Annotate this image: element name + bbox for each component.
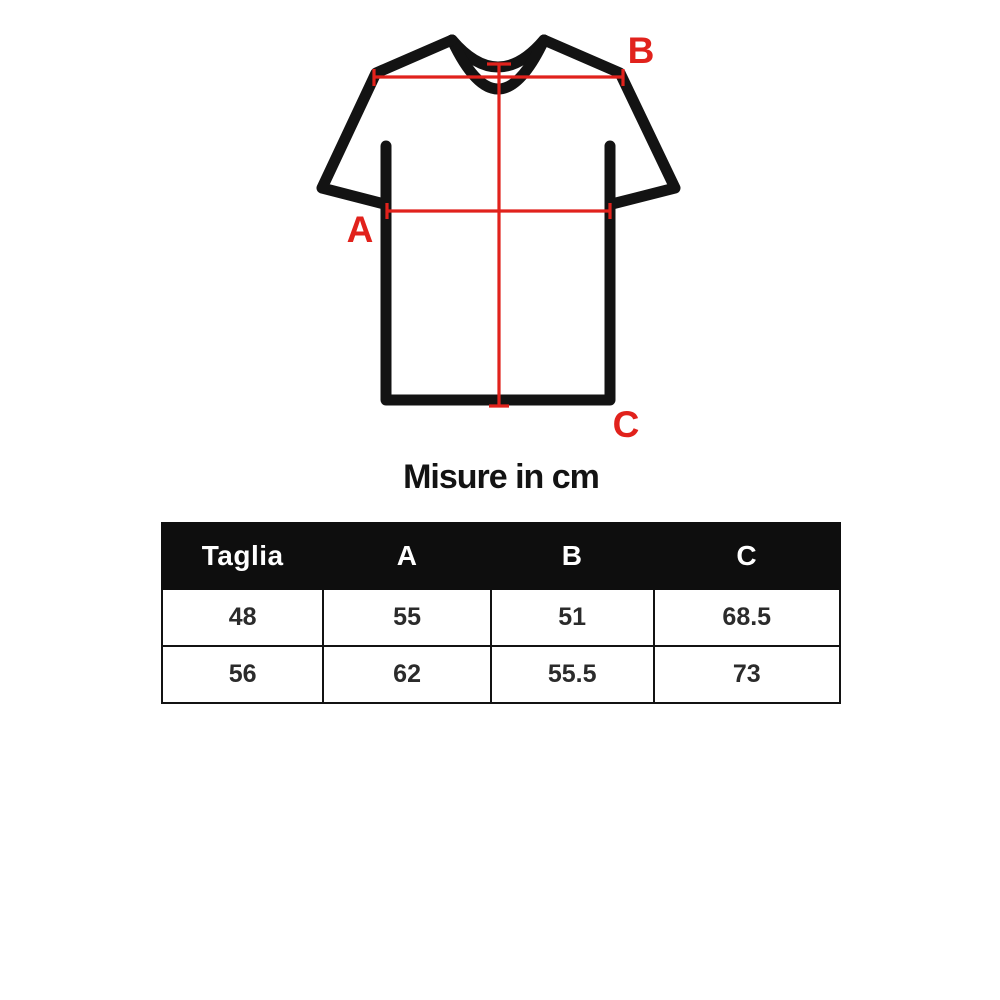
- cell-taglia-56: 56: [162, 646, 323, 703]
- table-row-size-56: [162, 646, 840, 703]
- measure-label-b: B: [627, 30, 655, 71]
- size-table-header-row: [162, 523, 840, 589]
- col-header-taglia: Taglia: [162, 523, 323, 589]
- col-header-c: C: [654, 523, 840, 589]
- cell-48-a: 55: [323, 589, 490, 646]
- page-title: Misure in cm: [403, 458, 599, 496]
- cell-taglia-48: 48: [162, 589, 323, 646]
- measurement-lines: [374, 64, 623, 407]
- measure-label-a: A: [346, 209, 374, 250]
- cell-56-a: 62: [323, 646, 490, 703]
- col-header-a: A: [323, 523, 490, 589]
- cell-56-b: 55.5: [491, 646, 654, 703]
- measure-label-c: C: [612, 404, 640, 445]
- cell-48-b: 51: [491, 589, 654, 646]
- cell-48-c: 68.5: [654, 589, 840, 646]
- tshirt-measurement-diagram: [0, 0, 1000, 460]
- cell-56-c: 73: [654, 646, 840, 703]
- measure-line-c: [487, 64, 511, 407]
- size-table: [161, 522, 841, 704]
- table-row-size-48: [162, 589, 840, 646]
- col-header-b: B: [491, 523, 654, 589]
